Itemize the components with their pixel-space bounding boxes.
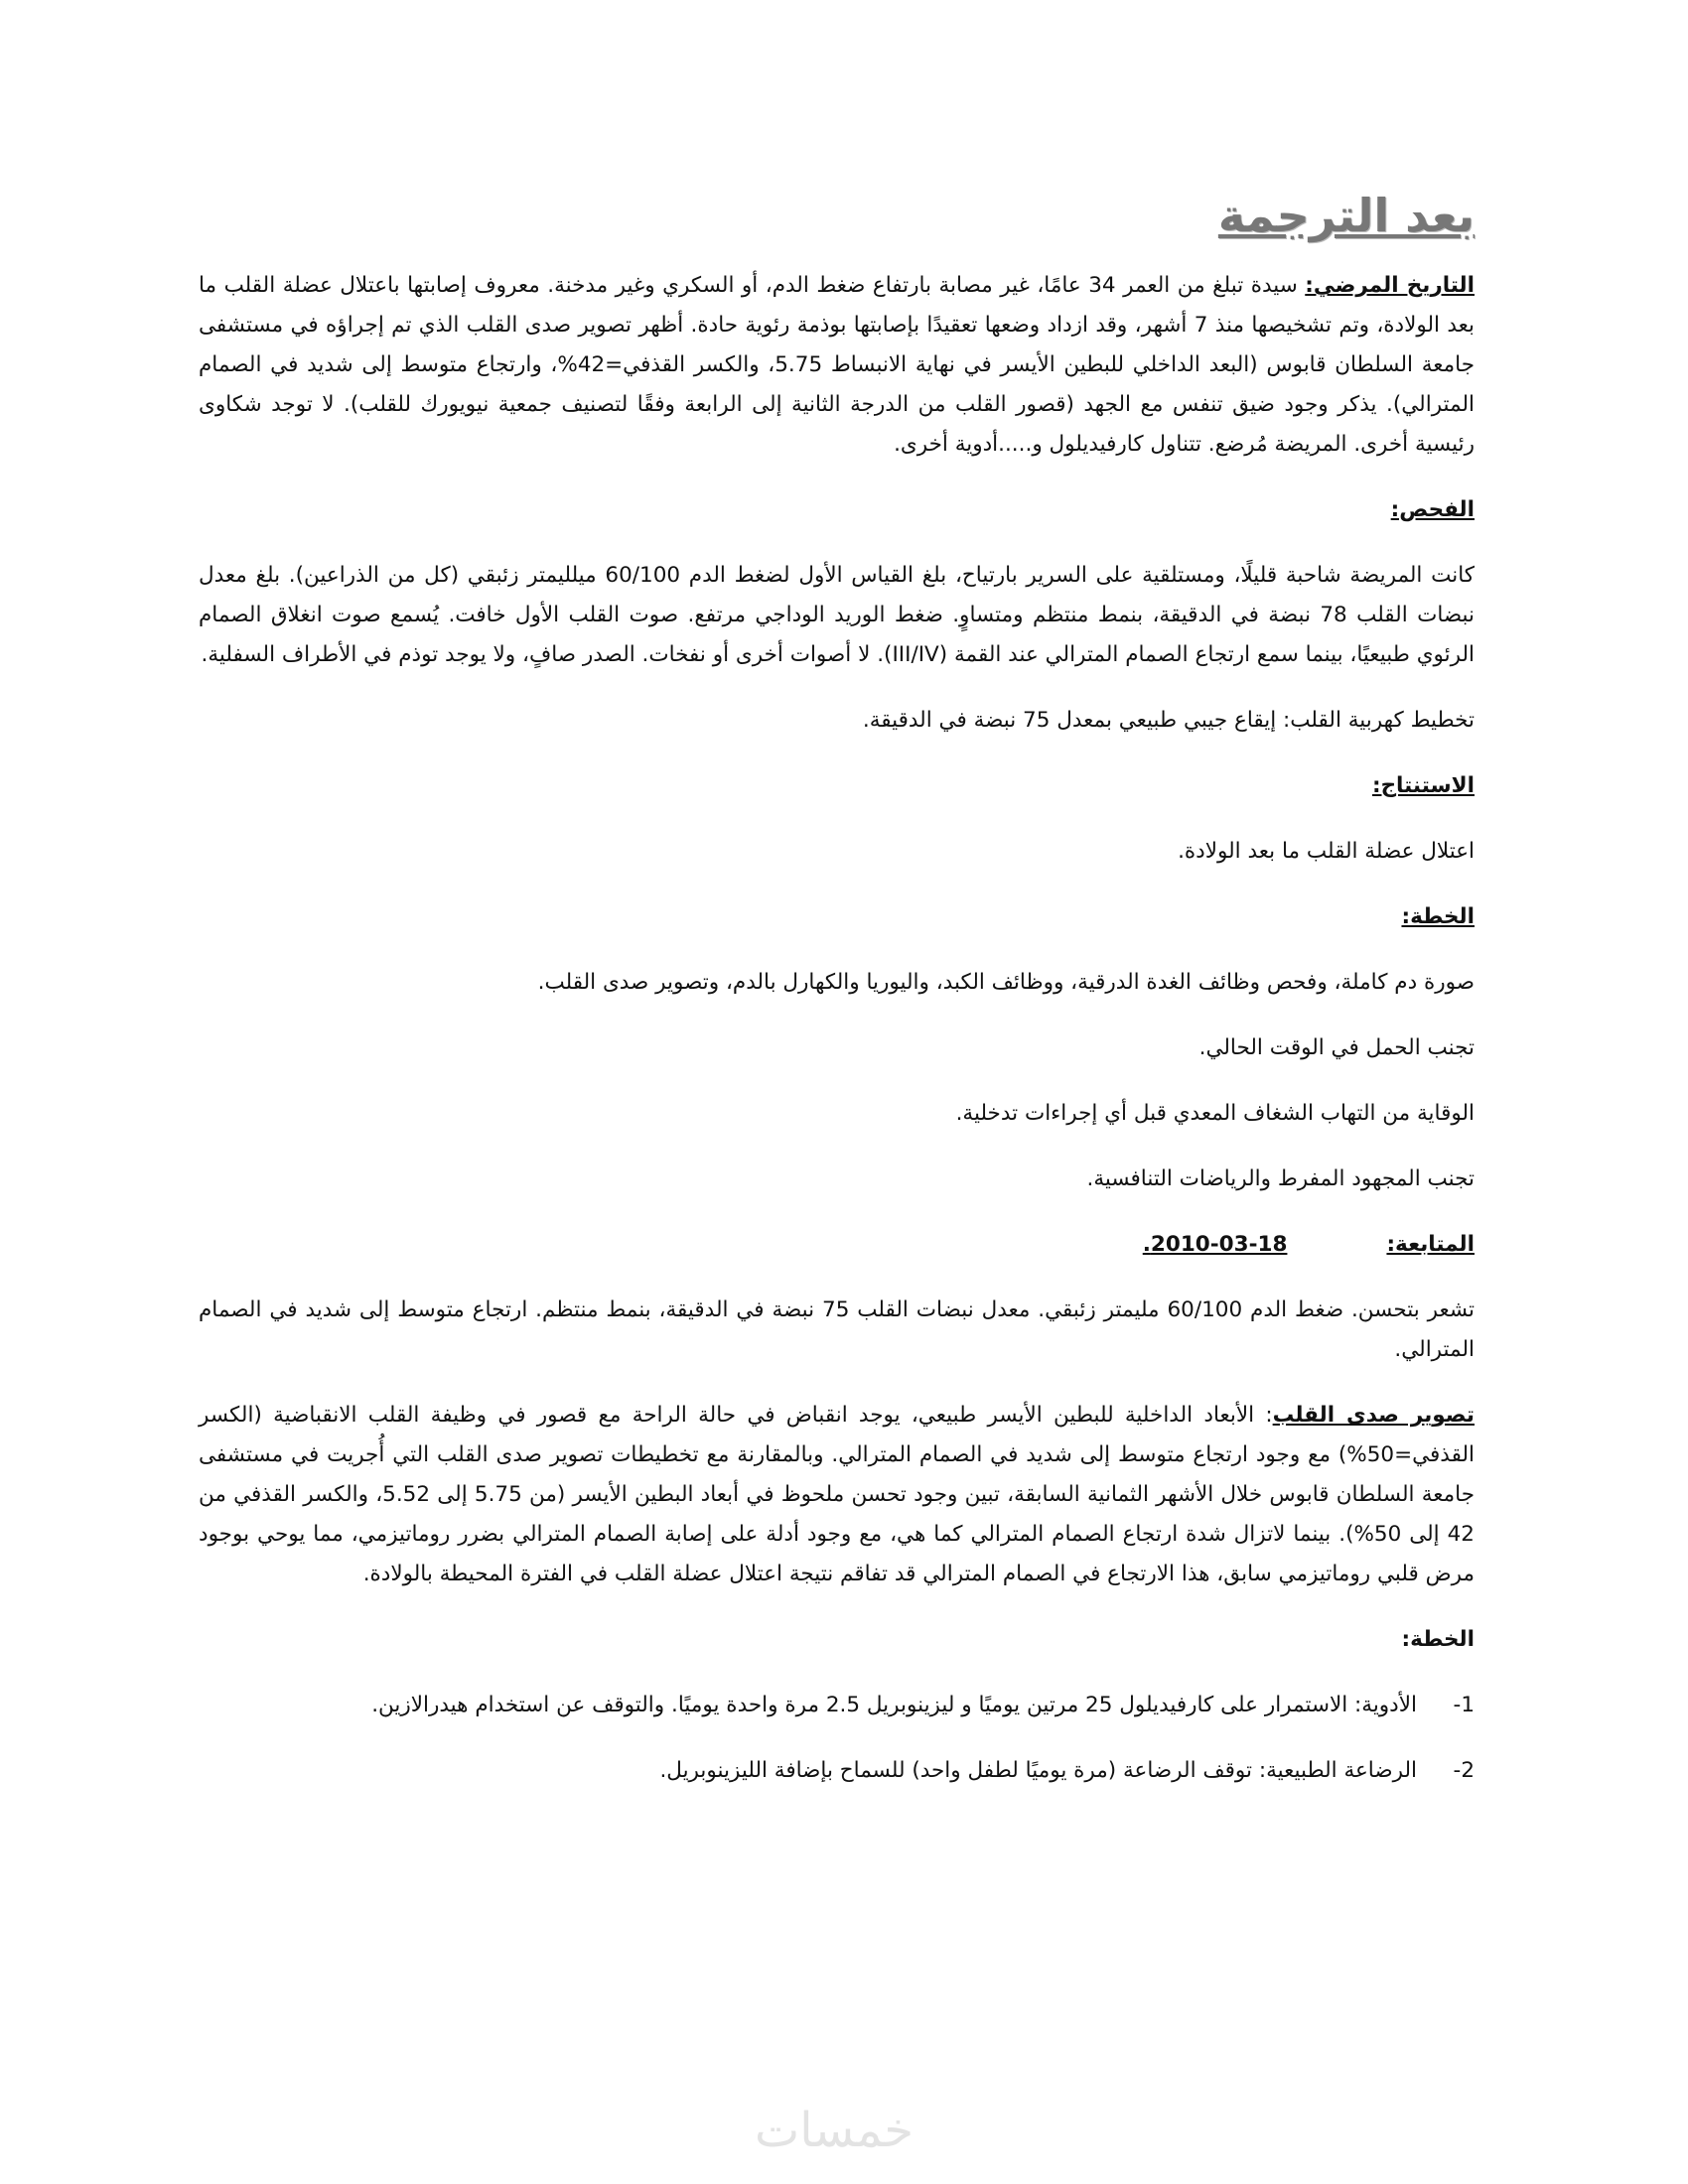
plan-item: صورة دم كاملة، وفحص وظائف الغدة الدرقية، ووظائف الكبد، واليوريا والكهارل بالدم، وتصوير صدى القلب. (537, 970, 1475, 995)
plan-heading: الخطة: (1401, 904, 1475, 929)
history-text: سيدة تبلغ من العمر 34 عامًا، غير مصابة بارتفاع ضغط الدم، أو السكري وغير مدخنة. معروف إصابتها باعتلال عضلة القلب ما بعد الولادة، وتم تشخيصها منذ 7 أشهر، وقد ازداد وضعها تعقيدًا بإصابتها بوذمة رئوية حادة. أظهر تصوير صدى القلب الذي تم إجراؤه في مستشفى جامعة السلطان قابوس (البعد الداخلي للبطين الأيسر في نهاية الانبساط 5.75، والكسر القذفي=42%، وارتجاع متوسط إلى شديد في الصمام المترالي). يذكر وجود ضيق تنفس مع الجهد (قصور القلب من الدرجة الثانية إلى الرابعة وفقًا لتصنيف جمعية نيويورك للقلب). لا توجد شكاوى رئيسية أخرى. المريضة مُرضع. تتناول كارفيديلول و.....أدوية أخرى. (199, 273, 1475, 457)
plan-item: تجنب الحمل في الوقت الحالي. (1198, 1035, 1475, 1060)
plan2-item (199, 1751, 1475, 1791)
followup-text: تشعر بتحسن. ضغط الدم 60/100 مليمتر زئبقي. معدل نبضات القلب 75 نبضة في الدقيقة، بنمط منتظم. ارتجاع متوسط إلى شديد في الصمام المترالي. (199, 1297, 1475, 1362)
plan2-list (199, 1686, 1475, 1791)
plan2-heading: الخطة: (1401, 1627, 1475, 1652)
echo-label: تصوير صدى القلب (1272, 1403, 1476, 1428)
exam-text: كانت المريضة شاحبة قليلًا، ومستلقية على السرير بارتياح، بلغ القياس الأول لضغط الدم 60/100 ميلليمتر زئبقي (كل من الذراعين). بلغ معدل نبضات القلب 78 نبضة في الدقيقة، بنمط منتظم ومتساوٍ. ضغط الوريد الوداجي مرتفع. صوت القلب الأول خافت. يُسمع صوت انغلاق الصمام الرئوي طبيعيًا، بينما سمع ارتجاع الصمام المترالي عند القمة (III/IV). لا أصوات أخرى أو نفخات. الصدر صافٍ، ولا يوجد توذم في الأطراف السفلية. (199, 563, 1475, 667)
conclusion-heading: الاستنتاج: (1371, 773, 1475, 798)
document-page (199, 189, 1475, 1817)
plan2-item-number: 2- (1453, 1758, 1475, 1783)
ecg-text: تخطيط كهربية القلب: إيقاع جيبي طبيعي بمعدل 75 نبضة في الدقيقة. (862, 708, 1475, 733)
page-title: بعد الترجمة (1217, 189, 1475, 242)
plan2-item-text: الأدوية: الاستمرار على كارفيديلول 25 مرتين يوميًا و ليزينوبريل 2.5 مرة واحدة يوميًا. والتوقف عن استخدام هيدرالازين. (371, 1693, 1417, 1717)
watermark-logo: خمسات (755, 2103, 914, 2158)
echo-paragraph (199, 1396, 1475, 1594)
plan2-item-number: 1- (1453, 1693, 1475, 1717)
followup-date: 2010-03-18. (1142, 1232, 1288, 1257)
plan2-item (199, 1686, 1475, 1725)
history-label: التاريخ المرضي: (1305, 273, 1475, 298)
plan-item: تجنب المجهود المفرط والرياضات التنافسية. (1086, 1166, 1475, 1191)
plan2-item-text: الرضاعة الطبيعية: توقف الرضاعة (مرة يوميًا لطفل واحد) للسماح بإضافة الليزينوبريل. (659, 1758, 1417, 1783)
exam-heading: الفحص: (1390, 497, 1475, 522)
conclusion-text: اعتلال عضلة القلب ما بعد الولادة. (1178, 839, 1475, 864)
plan-item: الوقاية من التهاب الشغاف المعدي قبل أي إجراءات تدخلية. (955, 1101, 1475, 1126)
echo-text: : الأبعاد الداخلية للبطين الأيسر طبيعي، يوجد انقباض في حالة الراحة مع قصور في وظيفة القلب الانقباضية (الكسر القذفي=50%) مع وجود ارتجاع متوسط إلى شديد في الصمام المترالي. وبالمقارنة مع تخطيطات تصوير صدى القلب التي أُجريت في مستشفى جامعة السلطان قابوس خلال الأشهر الثمانية السابقة، تبين وجود تحسن ملحوظ في أبعاد البطين الأيسر (من 5.75 إلى 5.52، والكسر القذفي من 42 إلى 50%). بينما لاتزال شدة ارتجاع الصمام المترالي كما هي، مع وجود أدلة على إصابة الصمام المترالي بضرر روماتيزمي، مما يوحي بوجود مرض قلبي روماتيزمي سابق، هذا الارتجاع في الصمام المترالي قد تفاقم نتيجة اعتلال عضلة القلب في الفترة المحيطة بالولادة. (199, 1403, 1476, 1586)
history-paragraph (199, 266, 1475, 465)
followup-heading (199, 1225, 1475, 1265)
followup-label: المتابعة: (1386, 1232, 1475, 1257)
